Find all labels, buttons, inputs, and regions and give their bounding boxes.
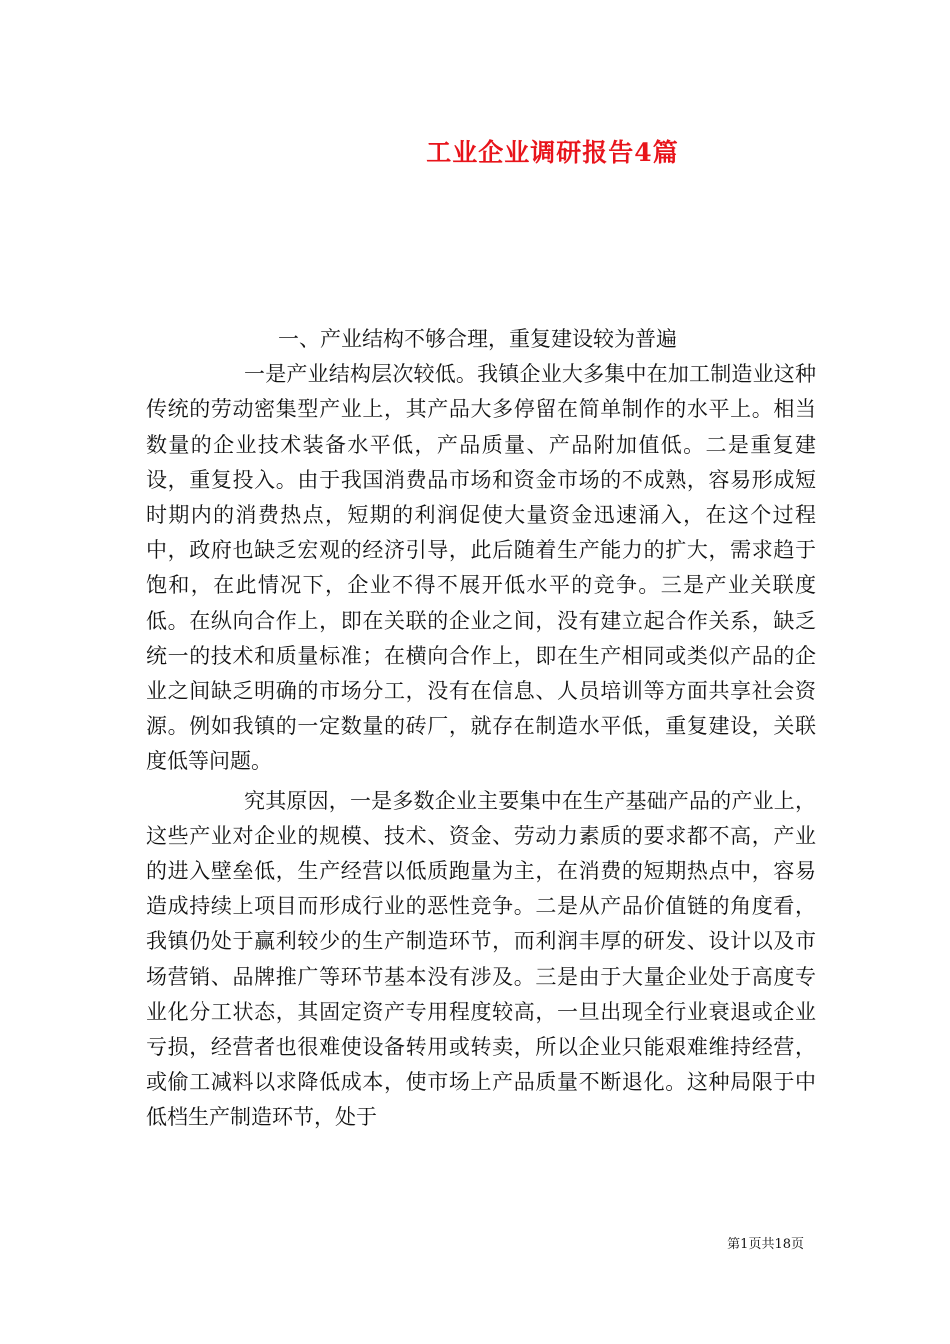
section-heading: 一、产业结构不够合理，重复建设较为普遍 bbox=[278, 327, 677, 351]
paragraph-2: 究其原因，一是多数企业主要集中在生产基础产品的产业上，这些产业对企业的规模、技术、资金、劳动力素质的要求都不高，产业的进入壁垒低，生产经营以低质跑量为主，在消费的短期热点中，容易造成持续上项目而形成行业的恶性竞争。二是从产品价值链的角度看，我镇仍处于赢利较少的生产制造环节，而利润丰厚的研发、设计以及市场营销、品牌推广等环节基本没有涉及。三是由于大量企业处于高度专业化分工状态，其固定资产专用程度较高，一旦出现全行业衰退或企业亏损，经营者也很难使设备转用或转卖，所以企业只能艰难维持经营，或偷工减料以求降低成本，使市场上产品质量不断退化。这种局限于中低档生产制造环节，处于 bbox=[146, 788, 816, 1130]
page-number-footer: 第1页共18页 bbox=[727, 1237, 804, 1252]
document-body bbox=[146, 322, 816, 1136]
paragraph-1: 一是产业结构层次较低。我镇企业大多集中在加工制造业这种传统的劳动密集型产业上，其产品大多停留在简单制作的水平上。相当数量的企业技术装备水平低，产品质量、产品附加值低。二是重复建设，重复投入。由于我国消费品市场和资金市场的不成熟，容易形成短时期内的消费热点，短期的利润促使大量资金迅速涌入，在这个过程中，政府也缺乏宏观的经济引导，此后随着生产能力的扩大，需求趋于饱和，在此情况下，企业不得不展开低水平的竞争。三是产业关联度低。在纵向合作上，即在关联的企业之间，没有建立起合作关系，缺乏统一的技术和质量标准；在横向合作上，即在生产相同或类似产品的企业之间缺乏明确的市场分工，没有在信息、人员培训等方面共享社会资源。例如我镇的一定数量的砖厂，就存在制造水平低，重复建设，关联度低等问题。 bbox=[146, 362, 816, 774]
document-title: 工业企业调研报告4篇 bbox=[426, 138, 679, 167]
